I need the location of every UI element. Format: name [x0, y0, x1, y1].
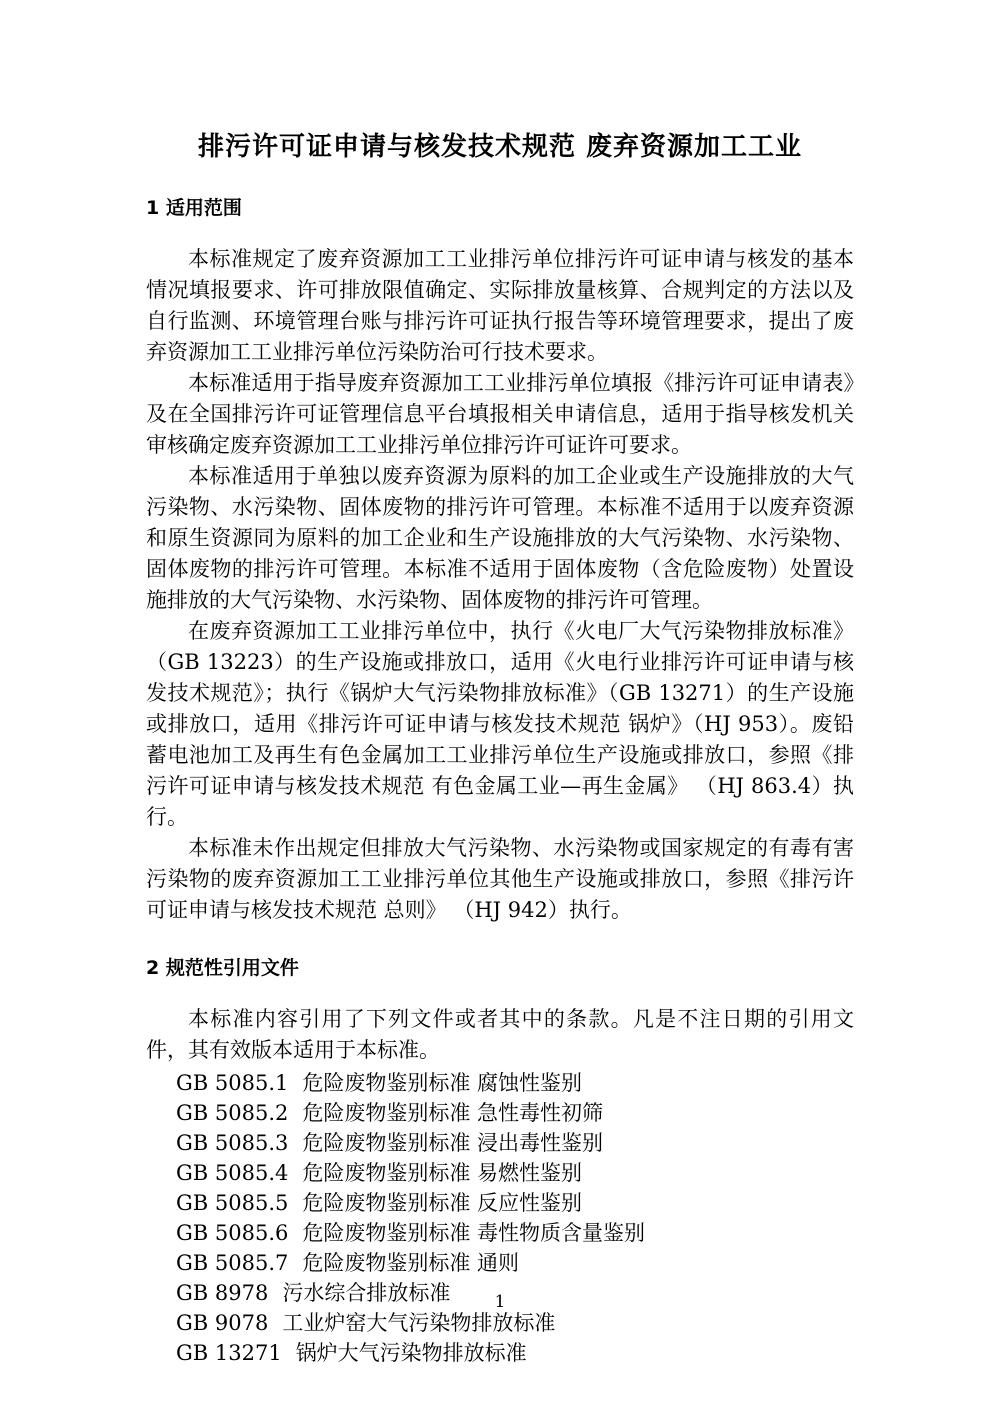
reference-item [176, 1248, 854, 1278]
reference-code: GB 5085.2 [176, 1101, 289, 1125]
reference-list [146, 1068, 854, 1368]
paragraph: 本标准规定了废弃资源加工工业排污单位排污许可证申请与核发的基本情况填报要求、许可排放限值确定、实际排放量核算、合规判定的方法以及自行监测、环境管理台账与排污许可证执行报告等环境管理要求，提出了废弃资源加工工业排污单位污染防治可行技术要求。 [146, 247, 854, 364]
reference-code: GB 5085.1 [176, 1071, 289, 1095]
reference-item [176, 1128, 854, 1158]
reference-title: 危险废物鉴别标准 腐蚀性鉴别 [302, 1071, 583, 1095]
section-1-body [146, 244, 854, 926]
reference-item [176, 1188, 854, 1218]
section-2-heading: 2 规范性引用文件 [146, 957, 299, 979]
section-scope [146, 196, 854, 926]
paragraph: 本标准未作出规定但排放大气污染物、水污染物或国家规定的有毒有害污染物的废弃资源加工工业排污单位其他生产设施或排放口，参照《排污许可证申请与核发技术规范 总则》 （HJ 942）执行。 [146, 836, 854, 922]
reference-item [176, 1338, 854, 1368]
reference-title: 危险废物鉴别标准 浸出毒性鉴别 [302, 1131, 604, 1155]
reference-code: GB 5085.3 [176, 1131, 289, 1155]
reference-item [176, 1098, 854, 1128]
reference-code: GB 9078 [176, 1311, 269, 1335]
reference-code: GB 5085.6 [176, 1221, 289, 1245]
reference-item [176, 1308, 854, 1338]
reference-code: GB 5085.4 [176, 1161, 289, 1185]
reference-title: 危险废物鉴别标准 通则 [302, 1251, 520, 1275]
section-2-body [146, 1004, 854, 1368]
reference-title: 锅炉大气污染物排放标准 [295, 1341, 527, 1365]
paragraph: 在废弃资源加工工业排污单位中，执行《火电厂大气污染物排放标准》（GB 13223）的生产设施或排放口，适用《火电行业排污许可证申请与核发技术规范》；执行《锅炉大气污染物排放标准》（GB 13271）的生产设施或排放口，适用《排污许可证申请与核发技术规范 锅炉》（HJ 953）。废铅蓄电池加工及再生有色金属加工工业排污单位生产设施或排放口，参照《排污许可证申请与核发技术规范 有色金属工业—再生金属》 （HJ 863.4）执行。 [146, 619, 854, 829]
reference-code: GB 13271 [176, 1341, 282, 1365]
reference-title: 危险废物鉴别标准 易燃性鉴别 [302, 1161, 583, 1185]
reference-title: 危险废物鉴别标准 毒性物质含量鉴别 [302, 1221, 646, 1245]
page-number: 1 [494, 1292, 506, 1312]
paragraph: 本标准适用于单独以废弃资源为原料的加工企业或生产设施排放的大气污染物、水污染物、固体废物的排污许可管理。本标准不适用于以废弃资源和原生资源同为原料的加工企业和生产设施排放的大气污染物、水污染物、固体废物的排污许可管理。本标准不适用于固体废物（含危险废物）处置设施排放的大气污染物、水污染物、固体废物的排污许可管理。 [146, 464, 854, 612]
reference-title: 危险废物鉴别标准 反应性鉴别 [302, 1191, 583, 1215]
reference-title: 工业炉窑大气污染物排放标准 [282, 1311, 556, 1335]
reference-code: GB 5085.7 [176, 1251, 289, 1275]
reference-title: 污水综合排放标准 [282, 1281, 451, 1305]
paragraph: 本标准内容引用了下列文件或者其中的条款。凡是不注日期的引用文件，其有效版本适用于本标准。 [146, 1007, 854, 1062]
reference-code: GB 5085.5 [176, 1191, 289, 1215]
reference-item [176, 1218, 854, 1248]
reference-item [176, 1158, 854, 1188]
reference-code: GB 8978 [176, 1281, 269, 1305]
reference-item [176, 1068, 854, 1098]
document-title: 排污许可证申请与核发技术规范 废弃资源加工工业 [197, 132, 803, 162]
section-1-heading: 1 适用范围 [146, 197, 242, 219]
reference-title: 危险废物鉴别标准 急性毒性初筛 [302, 1101, 604, 1125]
paragraph: 本标准适用于指导废弃资源加工工业排污单位填报《排污许可证申请表》及在全国排污许可证管理信息平台填报相关申请信息，适用于指导核发机关审核确定废弃资源加工工业排污单位排污许可证许可要求。 [146, 371, 854, 457]
